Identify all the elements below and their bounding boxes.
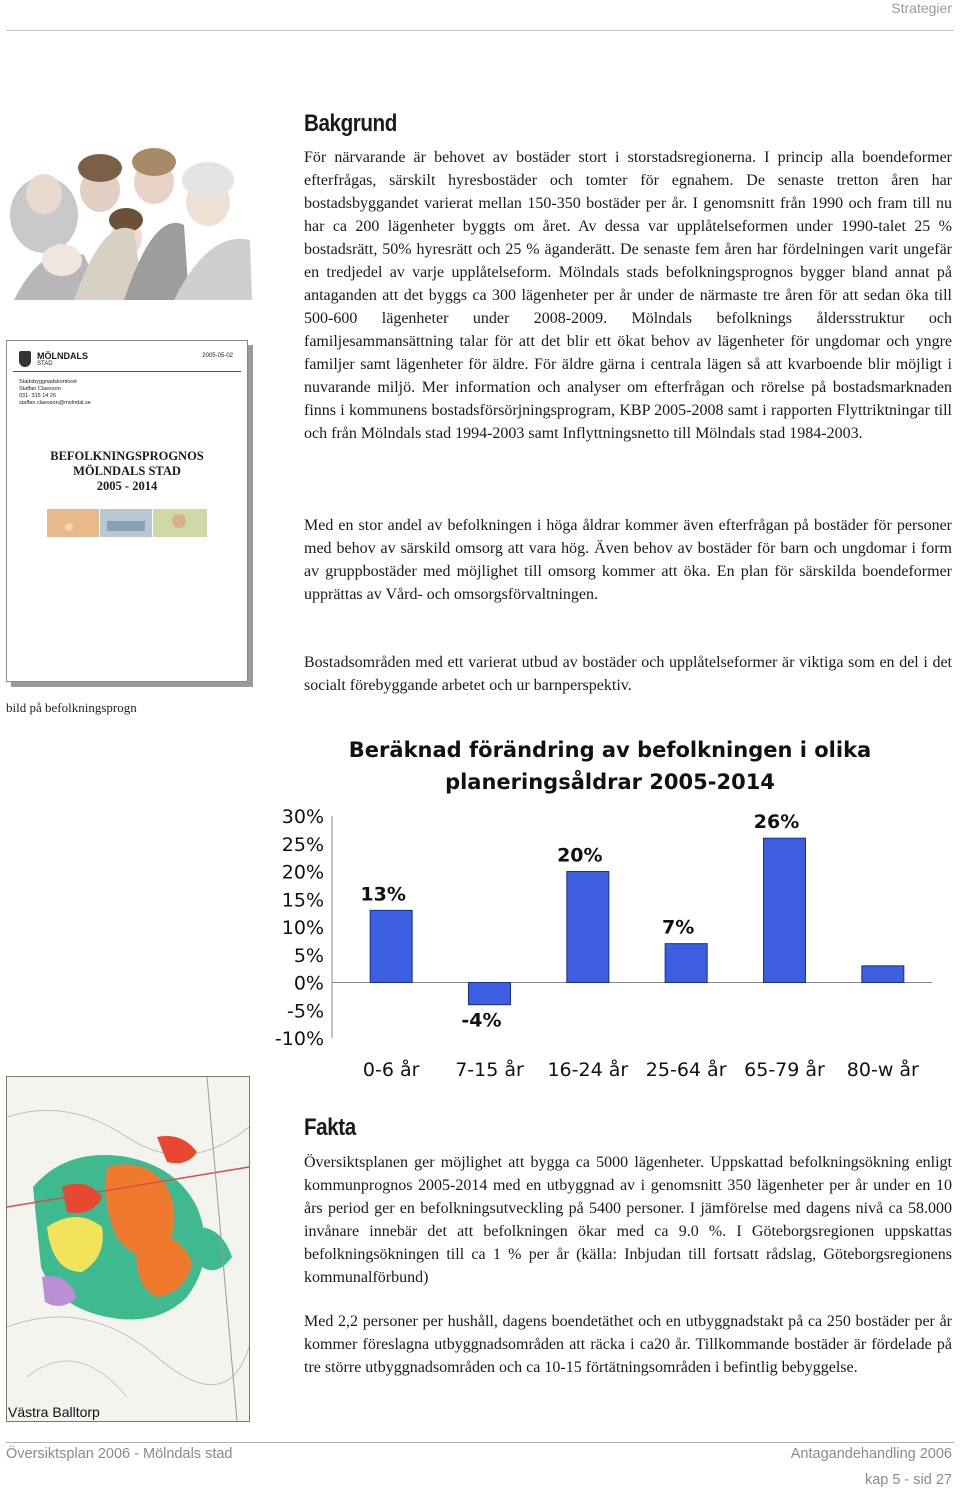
- data-label: 20%: [557, 844, 603, 867]
- chart-title-line-2: planeringsåldrar 2005-2014: [445, 770, 775, 794]
- map-image-vastra-balltorp: [6, 1076, 250, 1422]
- crest-icon: [19, 351, 31, 367]
- x-tick-label: 65-79 år: [744, 1059, 825, 1081]
- bar: [862, 966, 904, 983]
- report-cover-org: MÖLNDALS: [37, 351, 88, 361]
- report-cover-contact: [19, 379, 91, 407]
- y-tick-label: 30%: [281, 806, 324, 828]
- footer-document-status: Antagandehandling 2006: [790, 1446, 952, 1462]
- contact-line: Staffan Claesson: [19, 386, 61, 392]
- chart-title-line-1: Beräknad förändring av befolkningen i olika: [348, 738, 872, 762]
- footer-page-number: kap 5 - sid 27: [864, 1472, 952, 1488]
- family-photo: [4, 120, 252, 300]
- x-tick-label: 7-15 år: [455, 1059, 524, 1081]
- report-cover-org-sub: STAD: [37, 361, 53, 367]
- footer-divider: [6, 1442, 954, 1443]
- background-paragraph-3: Bostadsområden med ett varierat utbud av bostäder och upplåtelseformer är viktiga som en del i det socialt förebyggande arbetet och ur barnperspektiv.: [304, 654, 952, 694]
- section-heading-fakta: Fakta: [304, 1114, 356, 1141]
- map-caption: Västra Balltorp: [8, 1404, 100, 1420]
- contact-line: 031- 315 14 26: [19, 393, 57, 399]
- contact-line: Stadsbyggnadskontoret: [19, 379, 77, 385]
- bar: [764, 838, 806, 982]
- report-title-line: MÖLNDALS STAD: [73, 464, 181, 478]
- y-tick-label: -5%: [287, 1000, 324, 1023]
- fakta-paragraph-1: Översiktsplanen ger möjlighet att bygga ca 5000 lägenheter. Uppskattad befolkningsökning enligt kommunprognos 2005-2014 med en utbyggnad av i genomsnitt 350 lägenheter per år under en 10 års period ger en befolkningsutveckling på 5400 personer. I jämförelse med dagens nivå ca 58.000 invånare innebär det att befolkningen ökar med ca 9.0 %. I Göteborgsregionen uppskattas befolkningsökningen till ca 1 % per år (källa: Inbjudan till fortsatt rådslag, Göteborgsregionens kommunalförbund): [304, 1154, 952, 1286]
- y-tick-label: 15%: [281, 889, 324, 912]
- bar: [567, 872, 609, 983]
- bar: [469, 983, 511, 1005]
- y-tick-label: 5%: [293, 944, 324, 967]
- report-cover-title: [7, 449, 247, 494]
- data-label: 13%: [360, 883, 406, 906]
- report-cover-header: [13, 349, 241, 372]
- background-paragraph-1: För närvarande är behovet av bostäder stort i storstadsregionerna. I princip alla boendeformer efterfrågas, särskilt hyresbostäder och tomter för egnahem. De senaste tretton åren har bostadsbyggandet varierat mellan 150-350 bostäder per år. I genomsnitt från 1990 och fram till nu har ca 200 lägenheter byggts om året. Av dessa var upplåtelseformen under 1990-talet 25 % bostadsrätt, 50% hyresrätt och 25 % äganderätt. De senaste fem åren har fördelningen varit ungefär en tredjedel av varje upplåtelseform. Mölndals stads befolkningsprognos bygger bland annat på antaganden att det byggs ca 300 lägenheter per år under de närmaste tre åren för att sedan öka till 500-600 lägenheter under 2008-2009. Mölndals befolknings åldersstruktur och familjesammansättning talar för att det blir ett ökat behov av lägenheter för ungdomar och yngre familjer samt lägenheter för äldre. För äldre gärna i centrala lägen så att kvarboende blir möjligt i nuvarande miljö. Mer information och analyser om efterfrågan och rörelse på bostadsmarknaden finns i kommunens bostadsförsörjningsprogram, KBP 2005-2008 samt i rapporten Flyttriktningar till och från Mölndals stad 1994-2003 samt Inflyttningsnetto till Mölndals stad 1984-2003.: [304, 149, 952, 442]
- report-cover-photo-strip: [47, 509, 207, 537]
- cover-caption: bild på befolkningsprogn: [6, 700, 137, 715]
- report-title-line: BEFOLKNINGSPROGNOS: [50, 449, 204, 463]
- population-change-chart: [272, 726, 948, 1092]
- y-tick-label: 20%: [281, 861, 324, 884]
- footer-document-title: Översiktsplan 2006 - Mölndals stad: [6, 1446, 233, 1462]
- header-divider: [6, 30, 954, 31]
- contact-line: staffan.claesson@molndal.se: [19, 400, 91, 406]
- x-tick-label: 0-6 år: [362, 1059, 420, 1081]
- section-label: Strategier: [891, 0, 952, 16]
- x-tick-label: 80-w år: [846, 1059, 919, 1081]
- data-label: 26%: [753, 811, 800, 834]
- report-cover-date: 2005-05-02: [202, 353, 233, 359]
- report-cover-image: [6, 340, 248, 682]
- background-paragraph-2: Med en stor andel av befolkningen i höga åldrar kommer även efterfrågan på bostäder för personer med behov av särskild omsorg att vara hög. Även behov av bostäder för barn och ungdomar i form av gruppbostäder med möjlighet till omsorg kommer att öka. En plan för särskilda boendeformer upprättas av Vård- och omsorgsförvaltningen.: [304, 517, 952, 603]
- data-label: -4%: [461, 1009, 502, 1032]
- bar: [370, 910, 412, 982]
- x-tick-label: 25-64 år: [645, 1059, 727, 1081]
- y-tick-label: 25%: [281, 833, 324, 856]
- y-tick-label: 10%: [281, 917, 324, 939]
- chart-plot: [272, 726, 948, 1092]
- data-label: 7%: [662, 916, 695, 939]
- bar: [665, 944, 707, 983]
- y-tick-label: -10%: [274, 1028, 324, 1050]
- section-heading-bakgrund: Bakgrund: [304, 110, 397, 137]
- fakta-paragraph-2: Med 2,2 personer per hushåll, dagens boendetäthet och en utbyggnadstakt på ca 250 bostäder per år kommer föreslagna utbyggnadsområden att räcka i ca20 år. Tillkommande bostäder är fördelade på tre större utbyggnadsområden och ca 10-15 förtätningsområden i befintlig bebyggelse.: [304, 1313, 952, 1376]
- x-tick-label: 16-24 år: [547, 1059, 629, 1081]
- report-title-line: 2005 - 2014: [96, 479, 158, 493]
- y-tick-label: 0%: [293, 972, 324, 995]
